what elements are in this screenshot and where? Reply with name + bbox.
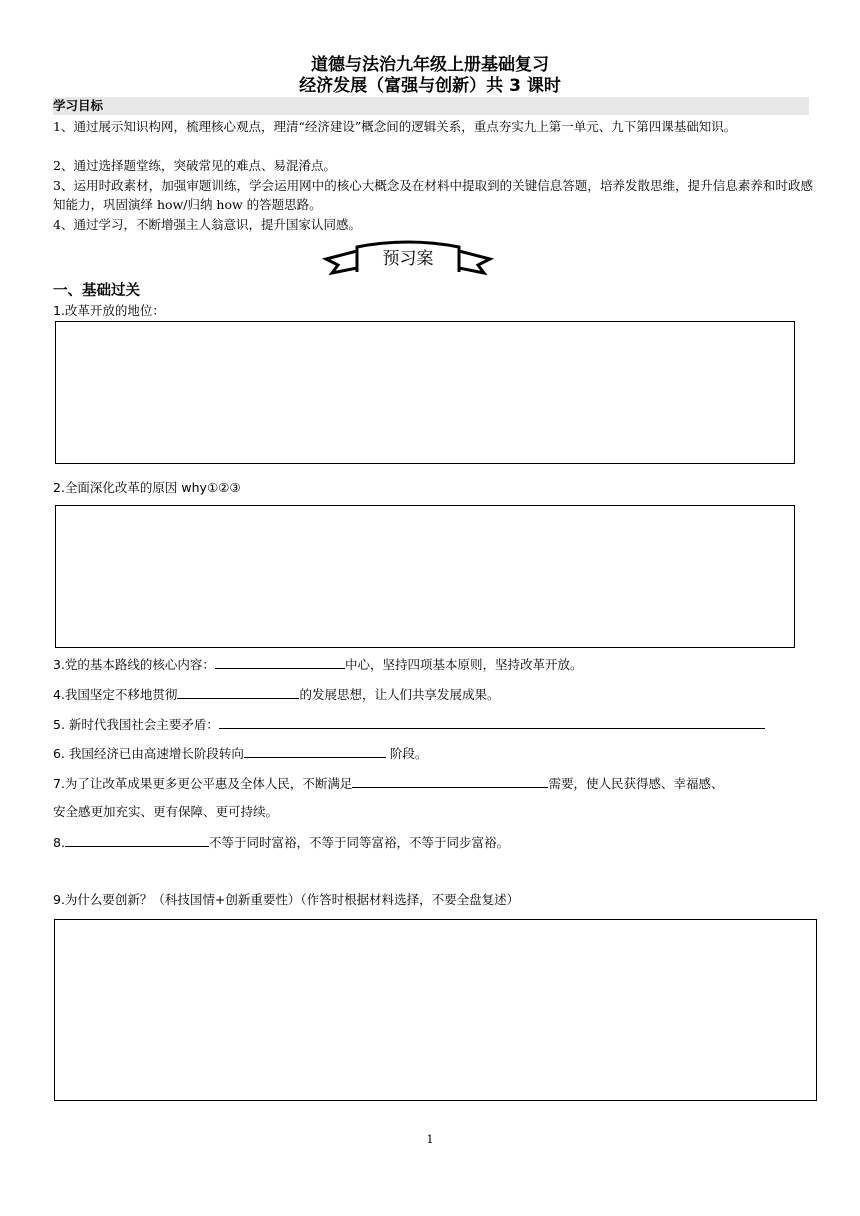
section-heading: 一、基础过关 (53, 283, 140, 299)
answer-box-2[interactable] (55, 505, 795, 648)
question-8-prefix: 8. (53, 835, 65, 850)
blank-7[interactable] (352, 774, 548, 788)
blank-6[interactable] (244, 744, 386, 758)
blank-4[interactable] (177, 685, 299, 699)
goal-item-1: 1、通过展示知识构网，梳理核心观点，理清“经济建设”概念间的逻辑关系，重点夯实九上第一单元、九下第四课基础知识。 (53, 119, 737, 134)
blank-5[interactable] (219, 715, 765, 729)
question-3-prefix: 3.党的基本路线的核心内容： (53, 657, 215, 672)
question-3 (53, 655, 582, 674)
question-7-line-2: 安全感更加充实、更有保障、更可持续。 (53, 804, 279, 819)
page-number: 1 (426, 1133, 434, 1146)
question-4 (53, 685, 499, 704)
question-4-prefix: 4.我国坚定不移地贯彻 (53, 687, 178, 702)
question-4-suffix: 的发展思想，让人们共享发展成果。 (299, 687, 500, 702)
question-6-prefix: 6. 我国经济已由高速增长阶段转向 (53, 746, 244, 761)
answer-box-1[interactable] (55, 321, 795, 464)
goal-item-3: 3、运用时政素材，加强审题训练，学会运用网中的核心大概念及在材料中提取到的关键信息答题，培养发散思维，提升信息素养和时政感知能力，巩固演绎 how/归纳 how 的答题思路。 (53, 178, 813, 212)
document-subtitle: 经济发展（富强与创新）共 3 课时 (299, 76, 561, 96)
goals-heading: 学习目标 (53, 97, 809, 115)
question-1: 1.改革开放的地位： (53, 303, 165, 318)
answer-box-9[interactable] (54, 919, 817, 1101)
goal-item-2: 2、通过选择题堂练，突破常见的难点、易混淆点。 (53, 158, 336, 173)
question-5-prefix: 5. 新时代我国社会主要矛盾： (53, 717, 219, 732)
question-6 (53, 744, 427, 763)
banner-label: 预习案 (382, 249, 434, 269)
blank-8[interactable] (65, 833, 209, 847)
question-8 (53, 833, 509, 852)
question-5 (53, 715, 765, 734)
question-8-suffix: 不等于同时富裕，不等于同等富裕，不等于同步富裕。 (208, 835, 509, 850)
document-title: 道德与法治九年级上册基础复习 (311, 55, 549, 75)
question-9: 9.为什么要创新？（科技国情+创新重要性）（作答时根据材料选择，不要全盘复述） (53, 892, 520, 907)
question-3-suffix: 中心，坚持四项基本原则，坚持改革开放。 (344, 657, 583, 672)
question-7-suffix: 需要，使人民获得感、幸福感、 (548, 776, 724, 791)
question-7 (53, 774, 723, 793)
question-2: 2.全面深化改革的原因 why①②③ (53, 480, 241, 495)
question-6-suffix: 阶段。 (385, 746, 428, 761)
blank-3[interactable] (215, 655, 345, 669)
question-7-prefix: 7.为了让改革成果更多更公平惠及全体人民，不断满足 (53, 776, 353, 791)
goal-item-4: 4、通过学习，不断增强主人翁意识，提升国家认同感。 (53, 217, 361, 232)
